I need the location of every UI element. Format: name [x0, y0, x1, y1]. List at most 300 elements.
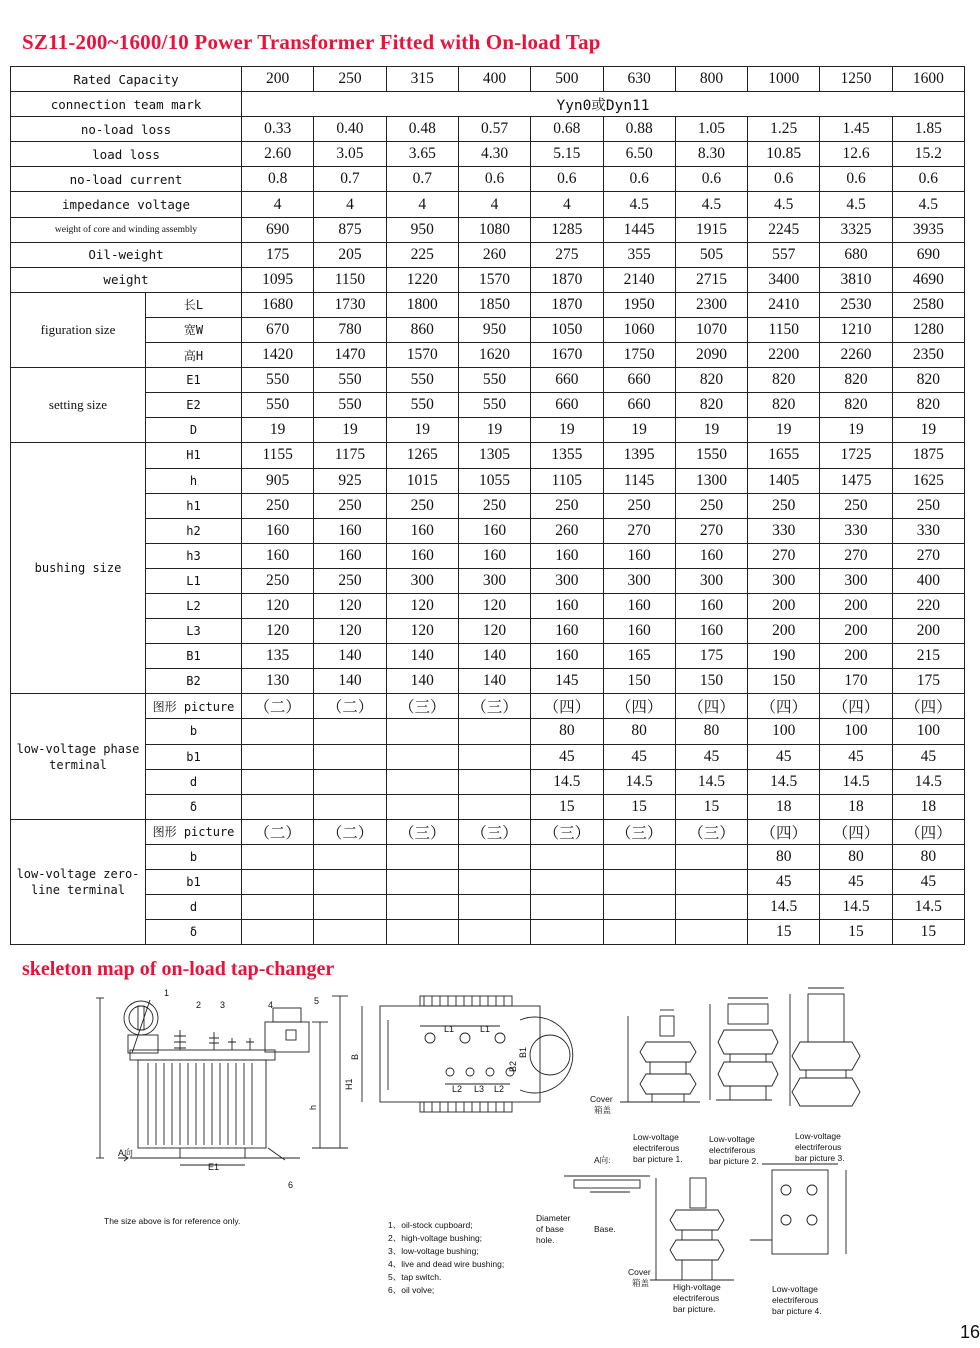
value-cell: （三） — [386, 694, 458, 719]
value-cell: 200 — [892, 619, 964, 644]
value-cell: 3.65 — [386, 142, 458, 167]
sub-label: 高H — [146, 343, 242, 368]
value-cell: 950 — [458, 317, 530, 342]
legend-5: 5、tap switch. — [388, 1272, 442, 1282]
value-cell: 160 — [675, 593, 747, 618]
value-cell: 190 — [748, 644, 820, 669]
value-cell: 0.6 — [820, 167, 892, 192]
value-cell: 4 — [458, 192, 530, 217]
value-cell: 3325 — [820, 217, 892, 242]
value-cell: 200 — [748, 593, 820, 618]
value-cell: 820 — [820, 393, 892, 418]
value-cell: 250 — [314, 67, 386, 92]
value-cell: 1080 — [458, 217, 530, 242]
value-cell: 1395 — [603, 443, 675, 468]
sub-label: D — [146, 418, 242, 443]
value-cell: 120 — [314, 593, 386, 618]
lv-bar-picture-3 — [790, 988, 860, 1106]
value-cell: 160 — [603, 593, 675, 618]
value-cell: 1060 — [603, 317, 675, 342]
hv-bar-picture — [650, 1178, 734, 1280]
value-cell: 300 — [531, 568, 603, 593]
value-cell: 300 — [748, 568, 820, 593]
value-cell: 4.5 — [748, 192, 820, 217]
row-no-load-current — [11, 167, 965, 192]
value-cell: 160 — [386, 518, 458, 543]
value-cell — [242, 744, 314, 769]
value-cell — [242, 794, 314, 819]
value-cell: （四） — [892, 694, 964, 719]
value-cell: 140 — [386, 669, 458, 694]
value-cell: 250 — [892, 493, 964, 518]
value-cell: 14.5 — [603, 769, 675, 794]
pic2-line1: Low-voltage — [709, 1134, 755, 1144]
value-cell: 1150 — [748, 317, 820, 342]
value-cell: 820 — [748, 393, 820, 418]
value-cell — [531, 920, 603, 945]
value-cell: 1015 — [386, 468, 458, 493]
pic1-line3: bar picture 1. — [633, 1154, 683, 1164]
value-cell: 80 — [820, 844, 892, 869]
value-cell: 550 — [458, 393, 530, 418]
value-cell: （四） — [675, 694, 747, 719]
value-cell — [531, 844, 603, 869]
callout-1: 1 — [164, 988, 170, 998]
value-cell: （四） — [820, 694, 892, 719]
value-cell: 0.6 — [892, 167, 964, 192]
value-cell — [314, 920, 386, 945]
value-cell — [603, 895, 675, 920]
value-cell: 300 — [458, 568, 530, 593]
value-cell: 1875 — [892, 443, 964, 468]
sub-label: δ — [146, 920, 242, 945]
value-cell: 18 — [892, 794, 964, 819]
value-cell — [314, 719, 386, 744]
value-cell: 250 — [386, 493, 458, 518]
dim-E1: E1 — [208, 1162, 220, 1172]
value-cell: 0.8 — [242, 167, 314, 192]
value-cell: 200 — [820, 644, 892, 669]
value-cell: 0.7 — [314, 167, 386, 192]
value-cell: 630 — [603, 67, 675, 92]
reference-note: The size above is for reference only. — [104, 1216, 241, 1226]
sub-label: 图形 picture — [146, 819, 242, 844]
value-cell: 1070 — [675, 317, 747, 342]
value-cell: （三） — [675, 819, 747, 844]
value-cell: 140 — [386, 644, 458, 669]
value-cell: 130 — [242, 669, 314, 694]
value-cell: 330 — [892, 518, 964, 543]
value-cell: 0.6 — [675, 167, 747, 192]
value-cell: （四） — [603, 694, 675, 719]
value-cell — [314, 870, 386, 895]
value-cell: 120 — [314, 619, 386, 644]
value-cell: 315 — [386, 67, 458, 92]
value-cell: 15.2 — [892, 142, 964, 167]
value-cell: 1155 — [242, 443, 314, 468]
hv-line2: electriferous — [673, 1293, 720, 1303]
value-cell: 0.6 — [531, 167, 603, 192]
value-cell: 1145 — [603, 468, 675, 493]
value-cell: 8.30 — [675, 142, 747, 167]
sub-label: B1 — [146, 644, 242, 669]
row-bushing-1 — [11, 468, 965, 493]
value-cell: 250 — [748, 493, 820, 518]
sub-label: 图形 picture — [146, 694, 242, 719]
value-cell: 160 — [242, 518, 314, 543]
value-cell: 860 — [386, 317, 458, 342]
dim-L1-b: L1 — [480, 1024, 491, 1034]
value-cell: 3935 — [892, 217, 964, 242]
value-cell: 175 — [675, 644, 747, 669]
row-bushing-4 — [11, 543, 965, 568]
value-cell: 690 — [242, 217, 314, 242]
value-cell: 1655 — [748, 443, 820, 468]
value-cell: 1000 — [748, 67, 820, 92]
value-cell: 80 — [748, 844, 820, 869]
value-cell: 4.5 — [603, 192, 675, 217]
value-cell: 150 — [675, 669, 747, 694]
value-cell: 820 — [820, 368, 892, 393]
value-cell: 0.6 — [603, 167, 675, 192]
value-cell: 160 — [531, 619, 603, 644]
value-cell: 690 — [892, 242, 964, 267]
value-cell: （三） — [603, 819, 675, 844]
value-cell: （三） — [458, 819, 530, 844]
value-cell — [314, 794, 386, 819]
cover-cn-1: 箱盖 — [594, 1105, 612, 1115]
row-bushing-5 — [11, 568, 965, 593]
value-cell: 100 — [820, 719, 892, 744]
value-cell: 820 — [675, 368, 747, 393]
sub-label: 宽W — [146, 317, 242, 342]
row-bushing-7 — [11, 619, 965, 644]
value-cell — [242, 895, 314, 920]
value-cell: 80 — [603, 719, 675, 744]
base-label: Base. — [594, 1224, 616, 1234]
sub-label: E1 — [146, 368, 242, 393]
value-cell: 250 — [603, 493, 675, 518]
row-figuration-2 — [11, 343, 965, 368]
value-cell: 2260 — [820, 343, 892, 368]
value-cell: 200 — [748, 619, 820, 644]
sub-label: b1 — [146, 744, 242, 769]
value-cell: 1850 — [458, 292, 530, 317]
value-cell: 205 — [314, 242, 386, 267]
value-cell: 45 — [675, 744, 747, 769]
value-cell: 120 — [458, 619, 530, 644]
dim-B2: B2 — [508, 1060, 518, 1072]
value-cell: 0.57 — [458, 117, 530, 142]
value-cell: 275 — [531, 242, 603, 267]
value-cell: 14.5 — [675, 769, 747, 794]
value-cell: 820 — [675, 393, 747, 418]
value-cell: 355 — [603, 242, 675, 267]
row-bushing-6 — [11, 593, 965, 618]
value-cell: 14.5 — [820, 895, 892, 920]
value-cell — [458, 895, 530, 920]
value-cell: 270 — [603, 518, 675, 543]
hv-line1: High-voltage — [673, 1282, 721, 1292]
value-cell: 1405 — [748, 468, 820, 493]
callout-5: 5 — [314, 996, 320, 1006]
value-cell: 165 — [603, 644, 675, 669]
row-bushing-0 — [11, 443, 965, 468]
value-cell: 200 — [820, 593, 892, 618]
sub-label: h3 — [146, 543, 242, 568]
value-cell: 19 — [531, 418, 603, 443]
value-cell: 45 — [603, 744, 675, 769]
row-impedance-voltage — [11, 192, 965, 217]
value-cell: 0.7 — [386, 167, 458, 192]
value-cell: 160 — [531, 543, 603, 568]
value-cell: 2300 — [675, 292, 747, 317]
value-cell: 215 — [892, 644, 964, 669]
value-cell: 14.5 — [892, 895, 964, 920]
pic4-line1: Low-voltage — [772, 1284, 818, 1294]
value-cell: 680 — [820, 242, 892, 267]
value-cell: 200 — [242, 67, 314, 92]
base-hole-line3: hole. — [536, 1235, 555, 1245]
value-cell: 14.5 — [531, 769, 603, 794]
value-cell: 1670 — [531, 343, 603, 368]
value-cell: 18 — [820, 794, 892, 819]
value-cell: 400 — [458, 67, 530, 92]
base-hole-line1: Diameter — [536, 1213, 571, 1223]
value-cell: 500 — [531, 67, 603, 92]
value-cell — [675, 920, 747, 945]
value-cell: 250 — [314, 493, 386, 518]
sub-label: d — [146, 769, 242, 794]
value-cell: 4 — [386, 192, 458, 217]
value-cell: 15 — [892, 920, 964, 945]
row-label: impedance voltage — [11, 192, 242, 217]
value-cell: 15 — [675, 794, 747, 819]
value-cell: 330 — [820, 518, 892, 543]
page-title: SZ11-200~1600/10 Power Transformer Fitted with On-load Tap — [22, 30, 601, 54]
page-number: 16 — [959, 1322, 980, 1342]
sub-label: d — [146, 895, 242, 920]
value-cell: 2580 — [892, 292, 964, 317]
value-cell: 150 — [603, 669, 675, 694]
value-cell: 1150 — [314, 267, 386, 292]
value-cell: 1570 — [386, 343, 458, 368]
sub-label: h2 — [146, 518, 242, 543]
value-cell: 3810 — [820, 267, 892, 292]
value-cell: 1.25 — [748, 117, 820, 142]
value-cell: 1210 — [820, 317, 892, 342]
value-cell: 250 — [242, 568, 314, 593]
row-lv_zero-0 — [11, 819, 965, 844]
value-cell: 1445 — [603, 217, 675, 242]
value-cell: 15 — [748, 920, 820, 945]
value-cell: 1915 — [675, 217, 747, 242]
value-cell: 3400 — [748, 267, 820, 292]
value-cell: 550 — [314, 368, 386, 393]
value-cell: 19 — [748, 418, 820, 443]
tap-changer-drawings — [0, 980, 980, 1344]
value-cell: 0.6 — [748, 167, 820, 192]
value-cell: 660 — [531, 368, 603, 393]
value-cell — [386, 769, 458, 794]
value-cell: 925 — [314, 468, 386, 493]
value-cell: 270 — [748, 543, 820, 568]
value-cell: 550 — [314, 393, 386, 418]
row-lv_phase-4 — [11, 794, 965, 819]
value-cell — [314, 844, 386, 869]
value-cell: 19 — [675, 418, 747, 443]
legend-2: 2、high-voltage bushing; — [388, 1233, 483, 1243]
row-figuration-0 — [11, 292, 965, 317]
value-cell — [675, 870, 747, 895]
value-cell: 14.5 — [748, 769, 820, 794]
row-no-load-loss — [11, 117, 965, 142]
value-cell: 18 — [748, 794, 820, 819]
sub-label: H1 — [146, 443, 242, 468]
value-cell: 550 — [458, 368, 530, 393]
value-cell: 1420 — [242, 343, 314, 368]
value-cell: （二） — [242, 694, 314, 719]
lv-bar-picture-1 — [620, 1010, 700, 1102]
value-cell: 160 — [386, 543, 458, 568]
value-cell: （二） — [314, 694, 386, 719]
value-cell: 1570 — [458, 267, 530, 292]
value-cell: 2715 — [675, 267, 747, 292]
value-cell: 1355 — [531, 443, 603, 468]
value-cell: 160 — [314, 543, 386, 568]
pic1-line1: Low-voltage — [633, 1132, 679, 1142]
row-bushing-2 — [11, 493, 965, 518]
value-cell: 250 — [314, 568, 386, 593]
value-cell: 45 — [531, 744, 603, 769]
value-cell: 1800 — [386, 292, 458, 317]
pic4-line2: electriferous — [772, 1295, 819, 1305]
value-cell: 160 — [458, 518, 530, 543]
value-cell: 270 — [892, 543, 964, 568]
value-cell: 100 — [892, 719, 964, 744]
value-cell — [386, 744, 458, 769]
value-cell: 120 — [386, 619, 458, 644]
row-label: Oil-weight — [11, 242, 242, 267]
value-cell: 660 — [603, 368, 675, 393]
a-view-label: A向: — [594, 1155, 611, 1165]
value-cell: 1285 — [531, 217, 603, 242]
sub-label: B2 — [146, 669, 242, 694]
value-cell — [386, 844, 458, 869]
value-cell: （四） — [748, 694, 820, 719]
value-cell: 300 — [820, 568, 892, 593]
value-cell: 550 — [386, 393, 458, 418]
value-cell: 1.05 — [675, 117, 747, 142]
spec-table — [10, 66, 965, 945]
value-cell: 5.15 — [531, 142, 603, 167]
callout-3: 3 — [220, 1000, 226, 1010]
pic3-line2: electriferous — [795, 1142, 842, 1152]
value-cell: 200 — [820, 619, 892, 644]
value-cell: 45 — [820, 744, 892, 769]
value-cell: 4.5 — [820, 192, 892, 217]
value-cell: 2140 — [603, 267, 675, 292]
value-cell: 820 — [892, 368, 964, 393]
diagram-area — [0, 980, 980, 1344]
sub-label: L1 — [146, 568, 242, 593]
value-cell: 1725 — [820, 443, 892, 468]
value-cell: 1680 — [242, 292, 314, 317]
value-cell — [386, 719, 458, 744]
value-cell: 1475 — [820, 468, 892, 493]
cover-label-2: Cover — [628, 1267, 651, 1277]
value-cell: （二） — [242, 819, 314, 844]
value-cell: 160 — [531, 644, 603, 669]
value-cell: 250 — [458, 493, 530, 518]
cover-cn-2: 箱盖 — [632, 1278, 650, 1288]
sub-label: 长L — [146, 292, 242, 317]
value-cell: 505 — [675, 242, 747, 267]
value-cell: 19 — [458, 418, 530, 443]
value-cell: 15 — [820, 920, 892, 945]
sub-label: L3 — [146, 619, 242, 644]
value-cell: 45 — [748, 870, 820, 895]
value-cell: 2200 — [748, 343, 820, 368]
row-lv_phase-2 — [11, 744, 965, 769]
value-cell: 10.85 — [748, 142, 820, 167]
value-cell: 0.48 — [386, 117, 458, 142]
dim-L3: L3 — [474, 1084, 485, 1094]
value-cell — [314, 744, 386, 769]
value-cell: 120 — [386, 593, 458, 618]
value-cell: 550 — [242, 368, 314, 393]
value-cell: 0.68 — [531, 117, 603, 142]
connection-value: Yyn0或Dyn11 — [242, 92, 965, 117]
row-label: Rated Capacity — [11, 67, 242, 92]
value-cell: 1550 — [675, 443, 747, 468]
row-bushing-8 — [11, 644, 965, 669]
value-cell: 4 — [531, 192, 603, 217]
callout-2: 2 — [196, 1000, 202, 1010]
value-cell: 175 — [242, 242, 314, 267]
legend-1: 1、oil-stock cupboard; — [388, 1220, 473, 1230]
value-cell: 300 — [675, 568, 747, 593]
row-label: load loss — [11, 142, 242, 167]
value-cell: 2090 — [675, 343, 747, 368]
pic4-line3: bar picture 4. — [772, 1306, 822, 1316]
value-cell: 260 — [458, 242, 530, 267]
value-cell: 1280 — [892, 317, 964, 342]
sub-label: h — [146, 468, 242, 493]
value-cell: 4 — [314, 192, 386, 217]
value-cell — [458, 870, 530, 895]
value-cell: 4.5 — [675, 192, 747, 217]
dim-h: h — [308, 1104, 318, 1110]
value-cell — [458, 744, 530, 769]
row-lv_zero-4 — [11, 920, 965, 945]
base-hole-line2: of base — [536, 1224, 564, 1234]
value-cell: 660 — [531, 393, 603, 418]
value-cell: 225 — [386, 242, 458, 267]
row-figuration-1 — [11, 317, 965, 342]
value-cell: 14.5 — [892, 769, 964, 794]
value-cell: 19 — [242, 418, 314, 443]
row-lv_zero-2 — [11, 870, 965, 895]
sub-label: δ — [146, 794, 242, 819]
value-cell: 14.5 — [820, 769, 892, 794]
value-cell: 120 — [242, 593, 314, 618]
group-label: low-voltage zero-line terminal — [11, 819, 146, 944]
sub-label: L2 — [146, 593, 242, 618]
value-cell: 150 — [748, 669, 820, 694]
value-cell: 2530 — [820, 292, 892, 317]
callout-6: 6 — [288, 1180, 294, 1190]
